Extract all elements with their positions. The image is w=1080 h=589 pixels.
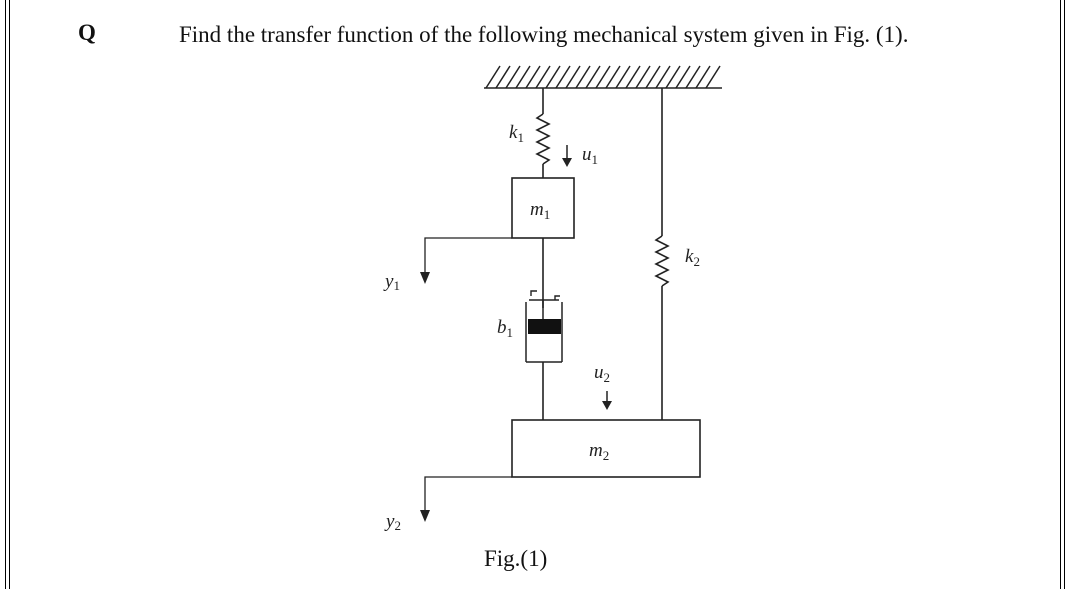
m2-label: $m_2$ <box>589 440 610 463</box>
b1-label: $b_1$ <box>497 317 513 340</box>
y2-label: y2 <box>386 511 401 533</box>
y1-label: y1 <box>385 271 400 293</box>
spring-k1 <box>537 88 549 178</box>
y1-displacement-arrow <box>420 238 512 284</box>
question-text: Find the transfer function of the following mechanical system given in Fig. (1). <box>179 22 909 47</box>
spring-k2 <box>656 88 668 420</box>
damper-b1 <box>526 291 562 362</box>
u1-label: $u_1$ <box>582 144 598 167</box>
u2-force-arrow <box>602 391 612 410</box>
damper-piston <box>528 319 561 334</box>
u1-force-arrow <box>562 145 572 167</box>
k1-label: $k_1$ <box>509 122 524 145</box>
y2-displacement-arrow <box>420 477 512 522</box>
u2-label: $u_2$ <box>594 362 610 385</box>
ceiling-ground <box>484 66 722 88</box>
k2-label: $k_2$ <box>685 246 700 269</box>
figure-caption: Fig.(1) <box>484 546 548 571</box>
question-label: Q <box>78 20 96 45</box>
m1-label: $m_1$ <box>530 199 551 222</box>
